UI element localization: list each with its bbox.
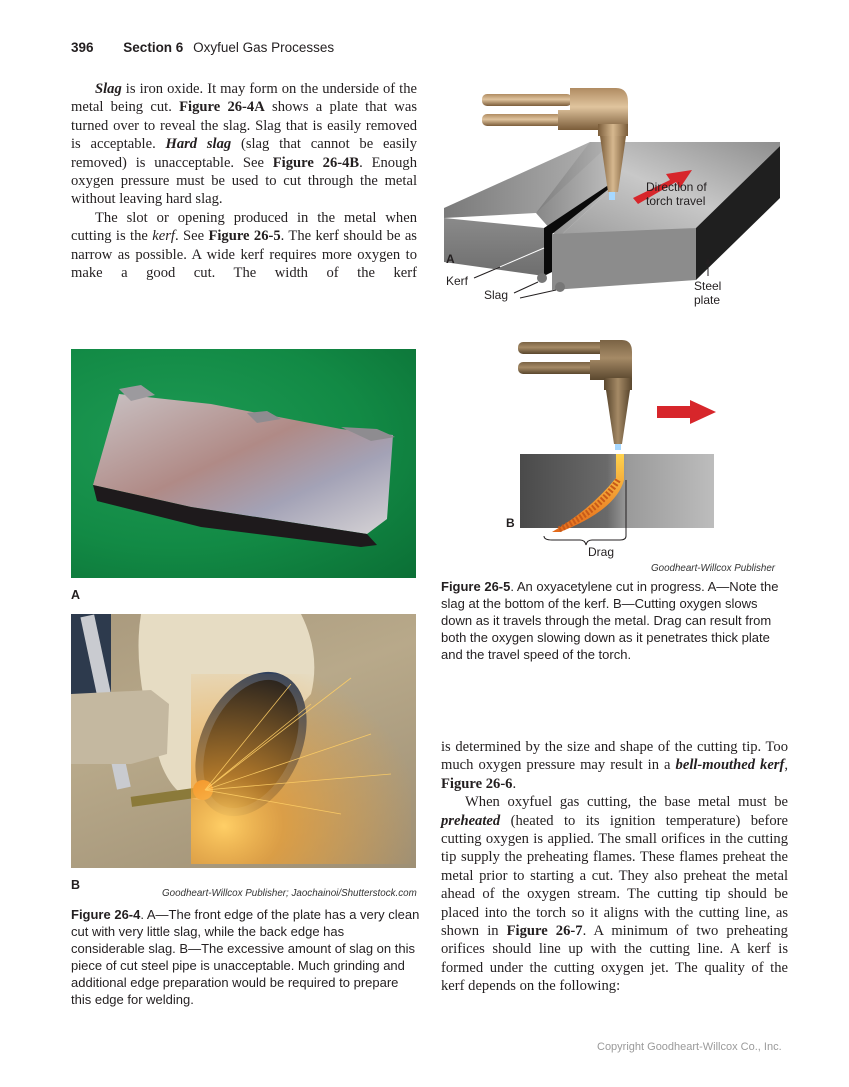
text-run: shows a plate that was turned over to reveal the slag. Slag that is easily removed is acceptable. (71, 99, 418, 153)
figure-26-4-credit: Goodheart-Willcox Publisher; Jaochainoi/Shutterstock.com (162, 888, 417, 899)
pipe-cutting-illustration (71, 614, 416, 868)
figure-26-5-caption (441, 578, 791, 663)
figure-26-4-letter-b: B (71, 878, 81, 892)
paragraph-kerf (71, 209, 417, 283)
text-run: . A minimum of two preheating orifices should line up with the cutting line. A kerf is formed under the cutting oxygen jet. The quality of the kerf depends on the following: (441, 923, 788, 995)
figure-26-5-credit: Goodheart-Willcox Publisher (651, 563, 776, 574)
paragraph-preheating (441, 793, 788, 995)
panel-letter-a: A (446, 252, 455, 266)
text-run: When oxyfuel gas cutting, the base metal must be (465, 794, 788, 811)
photo-pipe-cutting (71, 614, 416, 868)
text-run: The slot or opening produced in the metal when cutting is the (71, 209, 417, 245)
figure-26-4-letter-a: A (71, 588, 81, 602)
figure-reference: Figure 26-5 (208, 228, 281, 245)
text-run: is iron oxide. It may form on the underside of the metal being cut. (71, 81, 417, 116)
figure-26-5-panel-a (440, 80, 810, 315)
text-run: . (512, 775, 517, 792)
label-kerf: Kerf (446, 274, 469, 288)
figure-26-5-caption-text: . An oxyacetylene cut in progress. A—Note the slag at the bottom of the kerf. B—Cutting oxygen slows down as it travels through the metal. Drag can result from both the oxygen slowing down as it penetrates thick plate and the travel speed of the torch. (441, 579, 779, 662)
photo-slag-plate (71, 349, 416, 578)
section-title: Oxyfuel Gas Processes (193, 40, 335, 55)
key-term: bell-mouthed kerf (675, 757, 785, 774)
figure-26-4-caption (71, 906, 421, 1008)
figure-reference: Figure 26-4A (179, 99, 265, 116)
label-slag: Slag (484, 288, 509, 302)
paragraph-kerf-continued (441, 738, 788, 793)
key-term: kerf (152, 228, 175, 245)
key-term: Slag (95, 81, 122, 97)
key-term: preheated (441, 812, 501, 829)
body-text-right (441, 738, 788, 996)
body-text-left (71, 80, 417, 282)
text-run: is determined by the size and shape of the cutting tip. Too much oxygen pressure may result in a (441, 739, 788, 774)
figure-reference: Figure 26-4B (272, 154, 360, 171)
text-run: . Enough oxygen pressure must be used to cut through the metal without leaving hard slag. (71, 154, 417, 208)
text-run: , (784, 757, 788, 774)
text-run: (heated to its ignition temperature) before cutting oxygen is applied. The small orifices in the cutting tip supply the preheating flames. These flames preheat the metal prior to starting a cut. They also preheat the metal ahead of the oxygen stream. The cutting tip should be placed into the torch so it aligns with the cutting line, as shown in (441, 812, 788, 940)
panel-letter-b: B (506, 516, 515, 530)
figure-26-5-panel-b (440, 340, 810, 565)
section-label: Section 6 (123, 40, 184, 55)
figure-26-4-caption-text: . A—The front edge of the plate has a very clean cut with very little slag, while the back edge has considerable slag. B—The excessive amount of slag on this piece of cut steel pipe is unacceptable. Much grinding and additional edge preparation would be required to prepare this edge for welding. (71, 907, 420, 1007)
copyright-notice: Copyright Goodheart-Willcox Co., Inc. (597, 1041, 782, 1053)
slag-plate-illustration (71, 349, 416, 578)
drag-diagram (440, 340, 810, 565)
figure-26-5-label: Figure 26-5 (441, 579, 511, 594)
text-run: . See (174, 228, 209, 245)
figure-reference: Figure 26-7 (506, 923, 583, 940)
text-run: . The kerf should be as narrow as possible. A wide kerf requires more oxygen to make a good cut. The width of the kerf (71, 228, 417, 282)
running-head (71, 40, 334, 55)
label-drag: Drag (588, 545, 615, 559)
page-number: 396 (71, 40, 94, 55)
figure-26-4-label: Figure 26-4 (71, 907, 141, 922)
label-direction-of-travel-line1: Direction of (646, 180, 707, 194)
label-steel-plate-line2: plate (694, 293, 721, 307)
oxyfuel-cut-plate-diagram (440, 80, 810, 315)
label-steel-plate-line1: Steel (694, 279, 722, 293)
label-direction-of-travel-line2: torch travel (646, 194, 706, 208)
figure-reference: Figure 26-6 (441, 775, 513, 792)
key-term: Hard slag (165, 136, 232, 153)
paragraph-slag (71, 80, 417, 209)
text-run: (slag that cannot be easily removed) is unacceptable. See (71, 136, 417, 171)
